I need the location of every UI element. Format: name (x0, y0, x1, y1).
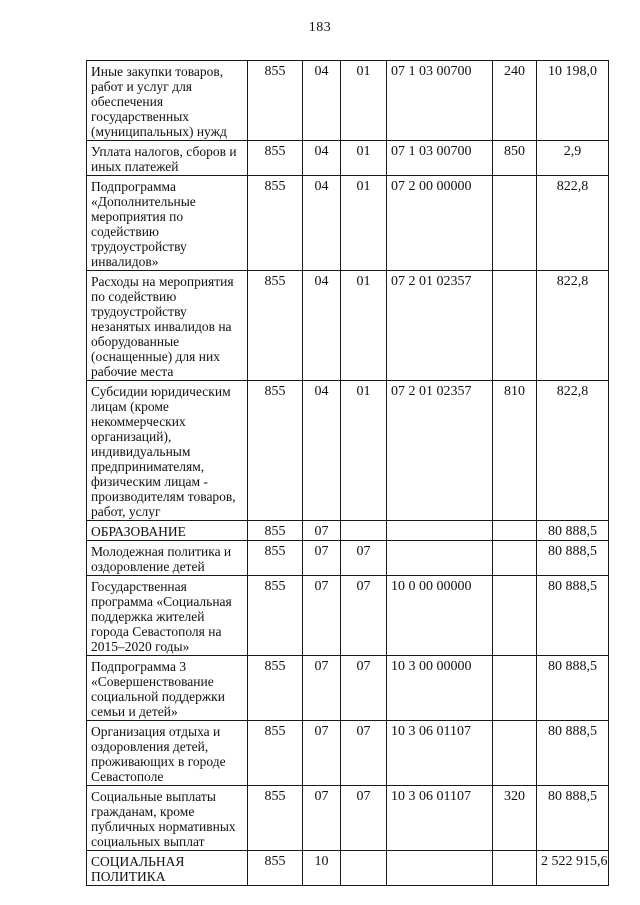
section-code: 04 (303, 176, 341, 271)
amount: 80 888,5 (537, 656, 609, 721)
table-row (87, 851, 609, 886)
amount: 2 522 915,6 (537, 851, 609, 886)
table-row (87, 541, 609, 576)
section-code: 04 (303, 141, 341, 176)
section-code: 07 (303, 786, 341, 851)
department-code: 855 (248, 576, 303, 656)
expense-type-code: 810 (493, 381, 537, 521)
amount: 822,8 (537, 271, 609, 381)
subsection-code: 01 (341, 271, 387, 381)
department-code: 855 (248, 381, 303, 521)
expense-type-code: 850 (493, 141, 537, 176)
department-code: 855 (248, 786, 303, 851)
target-article-code (387, 521, 493, 541)
expense-name: Подпрограмма «Дополнительные мероприятия по содействию трудоустройству инвалидов» (87, 176, 248, 271)
table-row (87, 61, 609, 141)
amount: 822,8 (537, 176, 609, 271)
section-code: 07 (303, 576, 341, 656)
section-code: 07 (303, 541, 341, 576)
expense-name: Социальные выплаты гражданам, кроме публичных нормативных социальных выплат (87, 786, 248, 851)
subsection-code: 01 (341, 381, 387, 521)
target-article-code: 07 2 01 02357 (387, 271, 493, 381)
section-code: 04 (303, 271, 341, 381)
expense-type-code (493, 656, 537, 721)
expense-type-code (493, 541, 537, 576)
target-article-code: 07 2 00 00000 (387, 176, 493, 271)
amount: 80 888,5 (537, 541, 609, 576)
table-row (87, 786, 609, 851)
expense-name: ОБРАЗОВАНИЕ (87, 521, 248, 541)
target-article-code: 07 1 03 00700 (387, 141, 493, 176)
expense-type-code: 240 (493, 61, 537, 141)
target-article-code (387, 851, 493, 886)
amount: 80 888,5 (537, 521, 609, 541)
subsection-code: 07 (341, 541, 387, 576)
expense-name: Субсидии юридическим лицам (кроме некоммерческих организаций), индивидуальным предпринимателям, физическим лицам - производителям товаров, работ, услуг (87, 381, 248, 521)
expense-type-code (493, 576, 537, 656)
expense-name: Государственная программа «Социальная поддержка жителей города Севастополя на 2015–2020 годы» (87, 576, 248, 656)
table-row (87, 576, 609, 656)
section-code: 04 (303, 61, 341, 141)
expense-name: СОЦИАЛЬНАЯ ПОЛИТИКА (87, 851, 248, 886)
section-code: 07 (303, 521, 341, 541)
page-number: 183 (308, 20, 332, 35)
target-article-code: 10 3 06 01107 (387, 721, 493, 786)
expense-type-code (493, 271, 537, 381)
target-article-code: 10 3 06 01107 (387, 786, 493, 851)
section-code: 10 (303, 851, 341, 886)
table-row (87, 721, 609, 786)
department-code: 855 (248, 851, 303, 886)
subsection-code: 07 (341, 656, 387, 721)
table-row (87, 141, 609, 176)
subsection-code: 01 (341, 141, 387, 176)
expense-name: Подпрограмма 3 «Совершенствование социальной поддержки семьи и детей» (87, 656, 248, 721)
amount: 80 888,5 (537, 721, 609, 786)
table-row (87, 176, 609, 271)
expense-type-code (493, 851, 537, 886)
table-row (87, 271, 609, 381)
expense-name: Уплата налогов, сборов и иных платежей (87, 141, 248, 176)
amount: 2,9 (537, 141, 609, 176)
subsection-code: 07 (341, 721, 387, 786)
amount: 10 198,0 (537, 61, 609, 141)
expense-type-code: 320 (493, 786, 537, 851)
department-code: 855 (248, 656, 303, 721)
section-code: 07 (303, 721, 341, 786)
department-code: 855 (248, 61, 303, 141)
expense-name: Иные закупки товаров, работ и услуг для обеспечения государственных (муниципальных) нужд (87, 61, 248, 141)
target-article-code: 10 3 00 00000 (387, 656, 493, 721)
expense-name: Расходы на мероприятия по содействию трудоустройству незанятых инвалидов на оборудованные (оснащенные) для них рабочие места (87, 271, 248, 381)
amount: 822,8 (537, 381, 609, 521)
subsection-code: 07 (341, 786, 387, 851)
target-article-code: 07 1 03 00700 (387, 61, 493, 141)
subsection-code: 07 (341, 576, 387, 656)
table-row (87, 381, 609, 521)
amount: 80 888,5 (537, 576, 609, 656)
target-article-code (387, 541, 493, 576)
expense-name: Молодежная политика и оздоровление детей (87, 541, 248, 576)
subsection-code: 01 (341, 61, 387, 141)
department-code: 855 (248, 721, 303, 786)
subsection-code: 01 (341, 176, 387, 271)
subsection-code (341, 521, 387, 541)
target-article-code: 07 2 01 02357 (387, 381, 493, 521)
department-code: 855 (248, 541, 303, 576)
table-row (87, 521, 609, 541)
expense-type-code (493, 521, 537, 541)
expense-type-code (493, 176, 537, 271)
amount: 80 888,5 (537, 786, 609, 851)
expense-name: Организация отдыха и оздоровления детей, проживающих в городе Севастополе (87, 721, 248, 786)
department-code: 855 (248, 271, 303, 381)
department-code: 855 (248, 176, 303, 271)
expense-type-code (493, 721, 537, 786)
section-code: 07 (303, 656, 341, 721)
target-article-code: 10 0 00 00000 (387, 576, 493, 656)
department-code: 855 (248, 141, 303, 176)
table-row (87, 656, 609, 721)
section-code: 04 (303, 381, 341, 521)
budget-table (86, 60, 609, 886)
department-code: 855 (248, 521, 303, 541)
subsection-code (341, 851, 387, 886)
